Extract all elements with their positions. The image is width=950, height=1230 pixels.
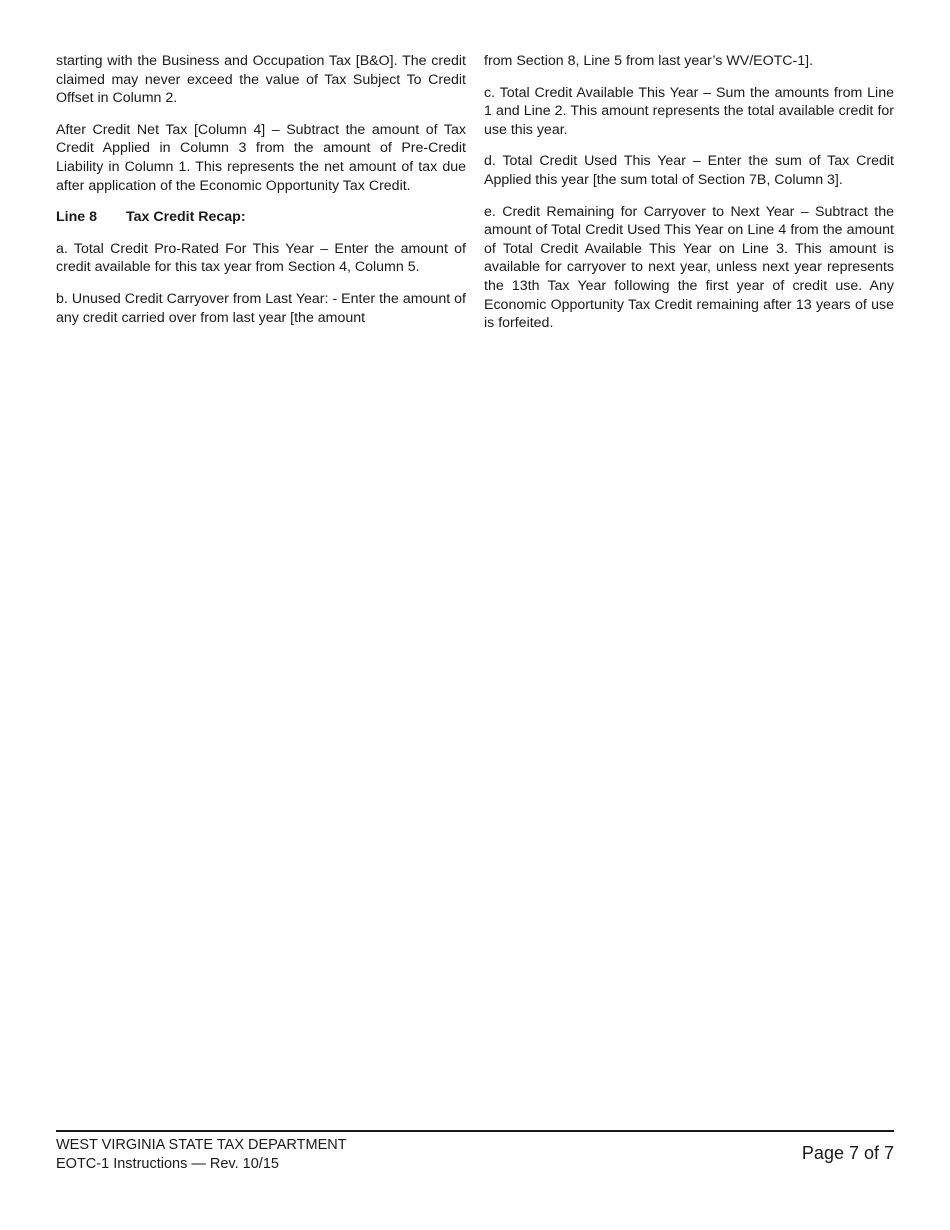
paragraph-item-b-continued: from Section 8, Line 5 from last year’s WV/EOTC-1]. (484, 53, 814, 69)
page-footer (56, 1130, 894, 1174)
paragraph-item-e: e. Credit Remaining for Carryover to Next Year – Subtract the amount of Total Credit Used This Year on Line 4 from the amount of Total Credit Available This Year on Line 3. This amount is available for carryover to next year, unless next year represents the 13th Tax Year following the first year of credit use. Any Economic Opportunity Tax Credit remaining after 13 years of use is forfeited. (484, 203, 894, 332)
left-column (56, 52, 466, 340)
section-heading-line-8 (56, 208, 466, 227)
footer-form-revision: EOTC-1 Instructions — Rev. 10/15 (56, 1156, 279, 1172)
paragraph-item-a: a. Total Credit Pro-Rated For This Year – Enter the amount of credit available for this tax year from Section 4, Column 5. (56, 240, 466, 276)
paragraph-item-b: b. Unused Credit Carryover from Last Year: - Enter the amount of any credit carried over from last year [the amount (56, 290, 466, 326)
paragraph-credit-claimed: starting with the Business and Occupation Tax [B&O]. The credit claimed may never exceed the value of Tax Subject To Credit Offset in Column 2. (56, 53, 466, 107)
footer-left (56, 1136, 347, 1174)
heading-line-number: Line 8 (56, 209, 97, 226)
right-column (484, 52, 894, 346)
page-number: Page 7 of 7 (801, 1143, 894, 1163)
footer-department: WEST VIRGINIA STATE TAX DEPARTMENT (56, 1137, 347, 1153)
paragraph-after-credit-net-tax: After Credit Net Tax [Column 4] – Subtract the amount of Tax Credit Applied in Column 3 from the amount of Pre-Credit Liability in Column 1. This represents the net amount of tax due after application of the Economic Opportunity Tax Credit. (56, 121, 466, 194)
paragraph-item-c: c. Total Credit Available This Year – Sum the amounts from Line 1 and Line 2. This amount represents the total available credit for use this year. (484, 84, 894, 138)
heading-title: Tax Credit Recap: (126, 209, 246, 226)
paragraph-item-d: d. Total Credit Used This Year – Enter the sum of Tax Credit Applied this year [the sum total of Section 7B, Column 3]. (484, 153, 894, 188)
